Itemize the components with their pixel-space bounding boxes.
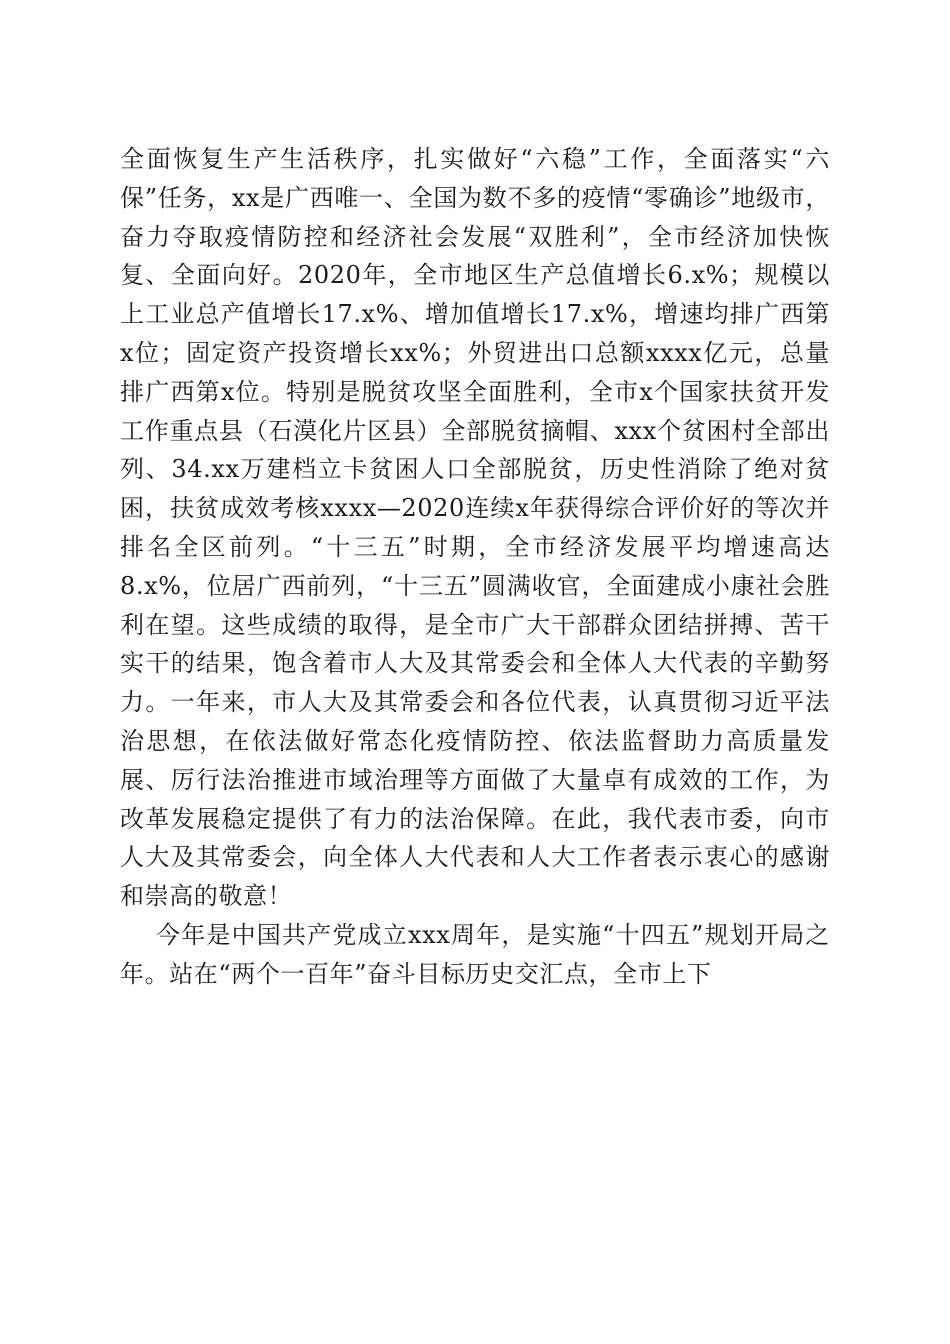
paragraph-continuation: 全面恢复生产生活秩序，扎实做好“六稳”工作，全面落实“六保”任务，xx是广西唯一、全国为数不多的疫情“零确诊”地级市，奋力夺取疫情防控和经济社会发展“双胜利”，全市经济加快恢复、全面向好。2020年，全市地区生产总值增长6.x%；规模以上工业总产值增长17.x%、增加值增长17.x%，增速均排广西第x位；固定资产投资增长xx%；外贸进出口总额xxxx亿元，总量排广西第x位。特别是脱贫攻坚全面胜利，全市x个国家扶贫开发工作重点县（石漠化片区县）全部脱贫摘帽、xxx个贫困村全部出列、34.xx万建档立卡贫困人口全部脱贫，历史性消除了绝对贫困，扶贫成效考核xxxx—2020连续x年获得综合评价好的等次并排名全区前列。“十三五”时期，全市经济发展平均增速高达8.x%，位居广西前列，“十三五”圆满收官，全面建成小康社会胜利在望。这些成绩的取得，是全市广大干部群众团结拼搏、苦干实干的结果，饱含着市人大及其常委会和全体人大代表的辛勤努力。一年来，市人大及其常委会和各位代表，认真贯彻习近平法治思想，在依法做好常态化疫情防控、依法监督助力高质量发展、厉行法治推进市域治理等方面做了大量卓有成效的工作，为改革发展稳定提供了有力的法治保障。在此，我代表市委，向市人大及其常委会，向全体人大代表和人大工作者表示衷心的感谢和崇高的敬意！ [120,145,830,911]
paragraph-new: 今年是中国共产党成立xxx周年，是实施“十四五”规划开局之年。站在“两个一百年”奋斗目标历史交汇点，全市上下 [120,920,830,988]
body-text [120,140,830,994]
